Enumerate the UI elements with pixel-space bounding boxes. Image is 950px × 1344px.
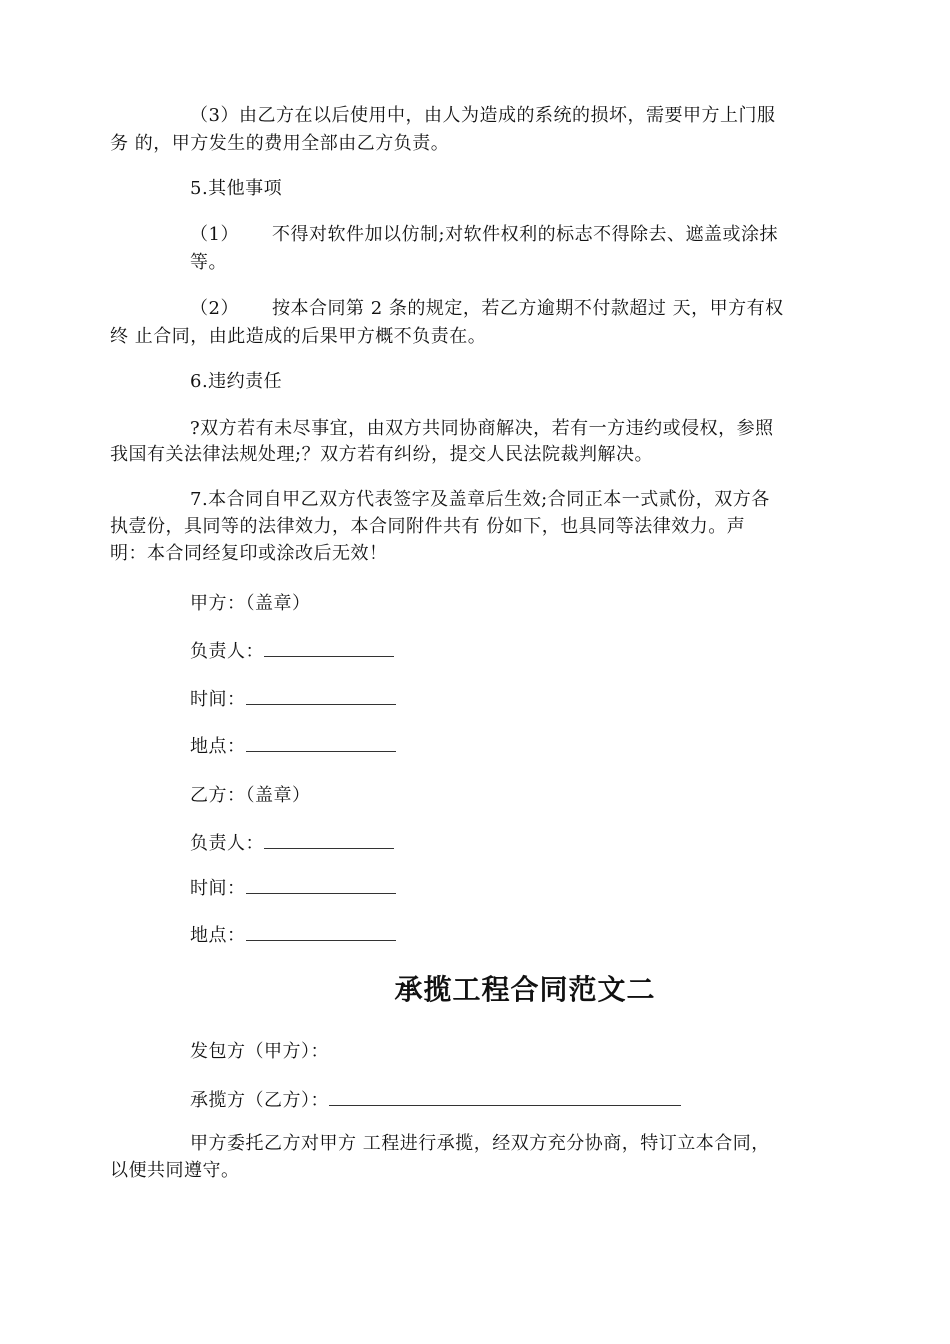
- sec5-item2-num: （2）: [190, 298, 239, 319]
- employer-label: 发包方（甲方）：: [190, 1041, 329, 1062]
- sec7-line3: 明：本合同经复印或涂改后无效！: [110, 543, 388, 564]
- party-a-person-field[interactable]: [264, 636, 394, 657]
- party-a-time-label: 时间：: [190, 689, 246, 710]
- contractor-row: [190, 1085, 681, 1115]
- party-b-person-field[interactable]: [264, 828, 394, 849]
- party-b-time-row: [190, 873, 396, 903]
- sec6-heading: 6.违约责任: [190, 371, 283, 392]
- party-a-person-row: [190, 636, 394, 666]
- party-a-time-field[interactable]: [246, 684, 396, 705]
- party-a-place-field[interactable]: [246, 731, 396, 752]
- party-b-place-field[interactable]: [246, 920, 396, 941]
- sec5-item2-line2: 终 止合同，由此造成的后果甲方概不负责在。: [110, 326, 487, 347]
- party-b-time-label: 时间：: [190, 878, 246, 899]
- party-a-time-row: [190, 684, 396, 714]
- party-b-label: 乙方：（盖章）: [190, 785, 311, 806]
- contract2-title: 承揽工程合同范文二: [394, 973, 656, 1006]
- party-b-person-label: 负责人：: [190, 833, 264, 854]
- party-b-place-row: [190, 920, 396, 950]
- sec6-line2: 我国有关法律法规处理;？双方若有纠纷，提交人民法院裁判解决。: [110, 444, 654, 465]
- contract2-intro-line1: 甲方委托乙方对甲方 工程进行承揽，经双方充分协商，特订立本合同，: [190, 1133, 770, 1154]
- party-b-person-row: [190, 828, 394, 858]
- sec5-item1-line2: 等。: [190, 252, 227, 273]
- party-b-place-label: 地点：: [190, 925, 246, 946]
- party-a-place-label: 地点：: [190, 736, 246, 757]
- sec5-item2-line1: 按本合同第 2 条的规定，若乙方逾期不付款超过 天，甲方有权: [272, 298, 784, 319]
- party-b-time-field[interactable]: [246, 873, 396, 894]
- sec7-line2: 执壹份，具同等的法律效力，本合同附件共有 份如下，也具同等法律效力。声: [110, 516, 746, 537]
- contractor-field[interactable]: [329, 1085, 681, 1106]
- contract2-intro-line2: 以便共同遵守。: [110, 1160, 240, 1181]
- party-a-place-row: [190, 731, 396, 761]
- contractor-label: 承揽方（乙方）：: [190, 1090, 329, 1111]
- sec7-line1: 7.本合同自甲乙双方代表签字及盖章后生效;合同正本一式贰份，双方各: [190, 489, 770, 510]
- party-a-person-label: 负责人：: [190, 641, 264, 662]
- sec5-item1-line1: 不得对软件加以仿制;对软件权利的标志不得除去、遮盖或涂抹: [272, 224, 779, 245]
- item3-line2: 务 的，甲方发生的费用全部由乙方负责。: [110, 133, 450, 154]
- sec5-item1-num: （1）: [190, 224, 239, 245]
- item3-line1: （3）由乙方在以后使用中，由人为造成的系统的损坏，需要甲方上门服: [190, 105, 776, 126]
- party-a-label: 甲方：（盖章）: [190, 593, 311, 614]
- sec5-heading: 5.其他事项: [190, 178, 283, 199]
- sec6-line1: ?双方若有未尽事宜，由双方共同协商解决，若有一方违约或侵权，参照: [190, 418, 774, 439]
